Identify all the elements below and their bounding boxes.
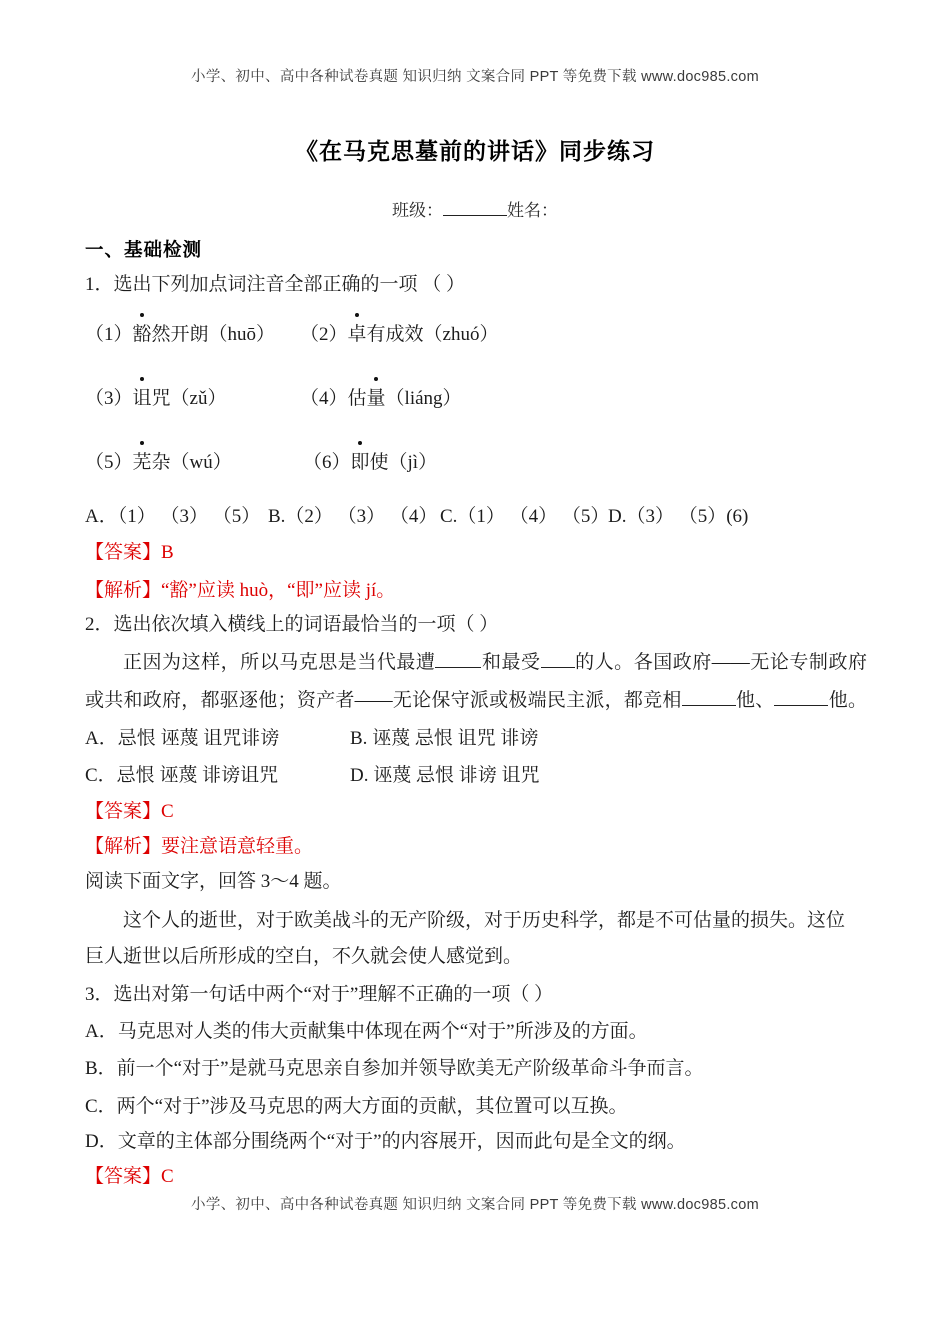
page-title: 《在马克思墓前的讲话》同步练习 [295, 139, 655, 164]
q2-option-b: B. 诬蔑 忌恨 诅咒 诽谤 [350, 728, 539, 749]
emphasized-char: 芜 [133, 450, 152, 476]
q2-passage-line-2: 或共和政府，都驱逐他；资产者——无论保守派或极端民主派，都竞相 他、 他。 [85, 690, 867, 711]
q3-option-a: A．马克思对人类的伟大贡献集中体现在两个“对于”所涉及的方面。 [85, 1021, 648, 1042]
q2-passage-line-1: 正因为这样，所以马克思是当代最遭 和最受 的人。各国政府——无论专制政府 [123, 652, 867, 673]
q1-answer: 【答案】B [85, 542, 174, 563]
class-blank-underline [443, 198, 507, 216]
q1-analysis: 【解析】“豁”应读 huò，“即”应读 jí。 [85, 580, 396, 601]
q1-option-d: D.（3） （5）(6) [608, 506, 749, 527]
reading-line-2: 巨人逝世以后所形成的空白，不久就会使人感觉到。 [85, 946, 523, 967]
class-name-line [0, 198, 950, 224]
q2-option-a: A．忌恨 诬蔑 诅咒诽谤 [85, 728, 280, 749]
footer-note: 小学、初中、高中各种试卷真题 知识归纳 文案合同 PPT 等免费下载 www.doc985.com [191, 1197, 759, 1213]
emphasized-char: 量 [367, 386, 386, 412]
q1-option-b: B.（2） （3） （4） [268, 506, 438, 527]
q2-analysis: 【解析】要注意语意轻重。 [85, 836, 314, 857]
header-note: 小学、初中、高中各种试卷真题 知识归纳 文案合同 PPT 等免费下载 www.doc985.com [191, 69, 759, 85]
fill-blank-2 [541, 650, 575, 668]
q3-answer: 【答案】C [85, 1166, 174, 1187]
q1-option-a: A．（1） （3） （5） [85, 506, 261, 527]
fill-blank-3 [682, 688, 736, 706]
q1-item-1: （1）豁然开朗（huō） [85, 322, 275, 348]
q2-option-d: D. 诬蔑 忌恨 诽谤 诅咒 [350, 765, 540, 786]
q3-option-d: D．文章的主体部分围绕两个“对于”的内容展开，因而此句是全文的纲。 [85, 1131, 686, 1152]
q3-option-b: B．前一个“对于”是就马克思亲自参加并领导欧美无产阶级革命斗争而言。 [85, 1058, 704, 1079]
emphasized-char: 即 [351, 450, 370, 476]
reading-line-1: 这个人的逝世，对于欧美战斗的无产阶级，对于历史科学，都是不可估量的损失。这位 [123, 910, 846, 931]
class-label: 班级： [392, 201, 443, 220]
q1-item-5: （5）芜杂（wú） [85, 450, 232, 476]
q3-stem: 3．选出对第一句话中两个“对于”理解不正确的一项（ ） [85, 984, 554, 1005]
emphasized-char: 卓 [348, 322, 367, 348]
q1-item-2: （2）卓有成效（zhuó） [300, 322, 498, 348]
reading-intro: 阅读下面文字，回答 3～4 题。 [85, 871, 342, 892]
q1-item-6: （6）即使（jì） [303, 450, 437, 476]
q2-stem: 2．选出依次填入横线上的词语最恰当的一项（ ） [85, 614, 499, 635]
name-label: 姓名： [507, 201, 558, 220]
q1-item-4: （4）估量（liáng） [300, 386, 462, 412]
emphasized-char: 诅 [133, 386, 152, 412]
q1-item-3: （3）诅咒（zǔ） [85, 386, 226, 412]
fill-blank-1 [435, 650, 481, 668]
q2-option-c: C．忌恨 诬蔑 诽谤诅咒 [85, 765, 279, 786]
q2-answer: 【答案】C [85, 801, 174, 822]
q1-option-c: C.（1） （4） （5） [440, 506, 610, 527]
q1-stem: 1．选出下列加点词注音全部正确的一项 （ ） [85, 274, 466, 295]
emphasized-char: 豁 [133, 322, 152, 348]
section-heading: 一、基础检测 [85, 239, 203, 260]
q3-option-c: C．两个“对于”涉及马克思的两大方面的贡献，其位置可以互换。 [85, 1096, 628, 1117]
fill-blank-4 [774, 688, 828, 706]
